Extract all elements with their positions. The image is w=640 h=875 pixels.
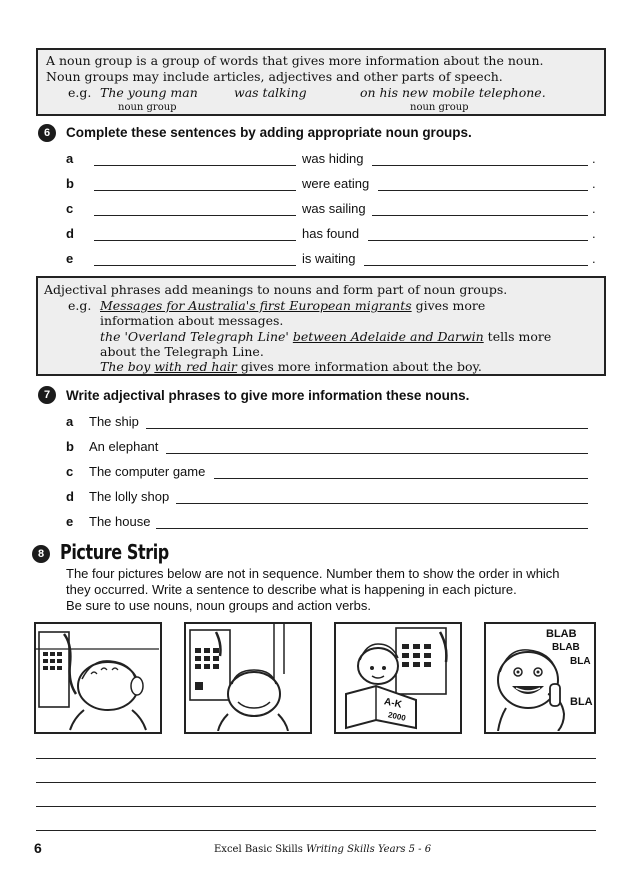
row-letter: b	[66, 176, 74, 191]
example-2-start: the 'Overland Telegraph Line'	[100, 329, 289, 344]
verb-phrase: was hiding	[302, 151, 364, 166]
question-8-number: 8	[32, 545, 50, 563]
answer-line-noun-group[interactable]	[372, 215, 588, 216]
picture-panel-4[interactable]	[484, 622, 596, 734]
picture-panel-3[interactable]	[334, 622, 462, 734]
example-1-continued: information about messages.	[100, 313, 284, 328]
eg-label: e.g.	[68, 85, 92, 100]
answer-line-noun-group[interactable]	[372, 165, 588, 166]
question-7-instruction: Write adjectival phrases to give more information these nouns.	[66, 388, 470, 403]
book-title	[214, 844, 431, 855]
boy-talking-on-phone-illustration	[486, 624, 593, 731]
full-stop: .	[592, 226, 596, 241]
noun-group-info-box	[36, 48, 606, 116]
picture-panel-1[interactable]	[34, 622, 162, 734]
row-letter: c	[66, 464, 74, 479]
verb-phrase: were eating	[302, 176, 370, 191]
question-7-number: 7	[38, 386, 56, 404]
example-2-rest: tells more	[483, 329, 552, 344]
answer-line-noun-group[interactable]	[94, 265, 296, 266]
answer-line-adjectival-phrase[interactable]	[156, 528, 588, 529]
question-6-number: 6	[38, 124, 56, 142]
example-3	[100, 359, 482, 374]
speech-blab-2: BLAB	[552, 642, 580, 653]
writing-line[interactable]	[36, 782, 596, 783]
writing-line[interactable]	[36, 758, 596, 759]
example-2-continued: about the Telegraph Line.	[100, 344, 264, 359]
answer-line-adjectival-phrase[interactable]	[146, 428, 588, 429]
example-2-phrase: between Adelaide and Darwin	[292, 329, 484, 344]
answer-line-adjectival-phrase[interactable]	[214, 478, 588, 479]
example-1-phrase: Messages for Australia's first European migrants	[100, 298, 412, 313]
question-6-instruction: Complete these sentences by adding appropriate noun groups.	[66, 125, 472, 140]
answer-line-noun-group[interactable]	[94, 215, 296, 216]
example-verb: was talking	[234, 85, 307, 100]
boy-at-payphone-illustration	[36, 624, 159, 731]
example-2	[100, 329, 551, 344]
answer-line-noun-group[interactable]	[94, 165, 296, 166]
example-noun-group-1: The young man	[100, 85, 198, 100]
speech-blab-3: BLA	[570, 656, 591, 667]
noun-label: An elephant	[89, 439, 159, 454]
eg-label: e.g.	[68, 298, 92, 313]
book-series: Excel Basic Skills	[214, 844, 307, 855]
noun-label: The ship	[89, 414, 139, 429]
row-letter: a	[66, 151, 74, 166]
speech-blab-1: BLAB	[546, 628, 577, 640]
full-stop: .	[592, 176, 596, 191]
noun-group-label-1: noun group	[118, 102, 177, 113]
picture-strip-instruction-1: The four pictures below are not in sequence. Number them to show the order in which	[66, 566, 560, 581]
phone-book-year: 2000	[387, 710, 407, 723]
noun-group-label-2: noun group	[410, 102, 469, 113]
adjectival-phrase-info-box	[36, 276, 606, 376]
answer-line-noun-group[interactable]	[378, 190, 588, 191]
verb-phrase: has found	[302, 226, 360, 241]
example-3-start: The boy	[100, 359, 155, 374]
picture-strip-instruction-2: they occurred. Write a sentence to describe what is happening in each picture.	[66, 582, 517, 597]
example-3-rest: gives more information about the boy.	[236, 359, 482, 374]
answer-line-noun-group[interactable]	[94, 190, 296, 191]
row-letter: c	[66, 201, 74, 216]
example-1	[100, 298, 485, 313]
verb-phrase: was sailing	[302, 201, 366, 216]
answer-line-noun-group[interactable]	[368, 240, 588, 241]
noun-label: The computer game	[89, 464, 206, 479]
example-noun-group-2: on his new mobile telephone.	[360, 85, 546, 100]
boy-dialing-phone-illustration	[186, 624, 309, 731]
verb-phrase: is waiting	[302, 251, 356, 266]
noun-label: The lolly shop	[89, 489, 170, 504]
noun-group-definition: A noun group is a group of words that gives more information about the noun.	[46, 53, 544, 68]
answer-line-noun-group[interactable]	[94, 240, 296, 241]
answer-line-noun-group[interactable]	[364, 265, 588, 266]
row-letter: d	[66, 489, 74, 504]
phone-book-cover-text: A-K	[383, 696, 403, 711]
full-stop: .	[592, 151, 596, 166]
noun-group-description: Noun groups may include articles, adjectives and other parts of speech.	[46, 69, 503, 84]
noun-label: The house	[89, 514, 151, 529]
full-stop: .	[592, 251, 596, 266]
row-letter: b	[66, 439, 74, 454]
book-subtitle: Writing Skills Years 5 - 6	[306, 844, 432, 855]
answer-line-adjectival-phrase[interactable]	[176, 503, 588, 504]
picture-strip-title: Picture Strip	[60, 540, 169, 564]
example-3-phrase: with red hair	[154, 359, 237, 374]
full-stop: .	[592, 201, 596, 216]
page-number: 6	[34, 840, 42, 856]
row-letter: e	[66, 514, 74, 529]
adjectival-phrase-definition: Adjectival phrases add meanings to nouns and form part of noun groups.	[44, 282, 508, 297]
row-letter: e	[66, 251, 74, 266]
answer-line-adjectival-phrase[interactable]	[166, 453, 588, 454]
speech-blab-4: BLA	[570, 696, 593, 708]
picture-strip-instruction-3: Be sure to use nouns, noun groups and action verbs.	[66, 598, 371, 613]
writing-line[interactable]	[36, 830, 596, 831]
example-1-rest: gives more	[411, 298, 486, 313]
picture-panel-2[interactable]	[184, 622, 312, 734]
row-letter: d	[66, 226, 74, 241]
writing-line[interactable]	[36, 806, 596, 807]
row-letter: a	[66, 414, 74, 429]
